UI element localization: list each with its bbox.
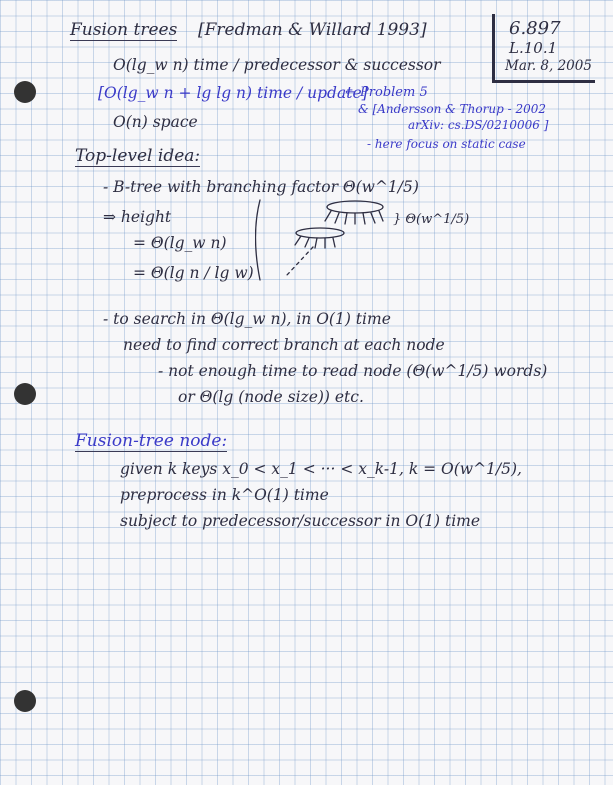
title-reference: [Fredman & Willard 1993] [198, 20, 427, 40]
top-level-heading: Top-level idea: [75, 146, 201, 166]
search-line-2: need to find correct branch at each node [123, 336, 445, 354]
binder-hole [14, 690, 36, 712]
height-equation-2: = Θ(lg n / lg w) [133, 264, 254, 282]
problem-note: ← Problem 5 [345, 85, 428, 100]
not-enough-line-1: - not enough time to read node (Θ(w^1/5) words) [158, 362, 548, 380]
static-case-note: - here focus on static case [367, 137, 526, 151]
predecessor-bound: O(lg_w n) time / predecessor & successor [113, 56, 441, 74]
andersson-thorup-note: & [Andersson & Thorup - 2002 [358, 102, 546, 116]
lecture-date: Mar. 8, 2005 [505, 58, 592, 74]
binder-hole [14, 81, 36, 103]
arxiv-note: arXiv: cs.DS/0210006 ] [408, 118, 549, 132]
not-enough-line-2: or Θ(lg (node size)) etc. [178, 388, 364, 406]
lecture-number: L.10.1 [509, 39, 558, 57]
height-line: ⇒ height [103, 208, 172, 226]
title-main: Fusion trees [70, 20, 178, 40]
btree-line: - B-tree with branching factor Θ(w^1/5) [103, 178, 419, 196]
branching-label: } Θ(w^1/5) [393, 212, 470, 227]
tree-sketch [255, 195, 395, 285]
given-keys-line: given k keys x_0 < x_1 < ··· < x_k-1, k = O(w^1/5), [120, 460, 522, 478]
subject-line: subject to predecessor/successor in O(1) time [120, 512, 481, 530]
height-equation-1: = Θ(lg_w n) [133, 234, 227, 252]
lecture-stamp [492, 14, 595, 83]
fusion-node-heading: Fusion-tree node: [75, 431, 228, 451]
preprocess-line: preprocess in k^O(1) time [120, 486, 329, 504]
search-line-1: - to search in Θ(lg_w n), in O(1) time [103, 310, 391, 328]
binder-hole [14, 383, 36, 405]
course-number: 6.897 [509, 18, 561, 39]
update-bound: [O(lg_w n + lg lg n) time / update] [98, 84, 368, 102]
space-bound: O(n) space [113, 113, 198, 131]
